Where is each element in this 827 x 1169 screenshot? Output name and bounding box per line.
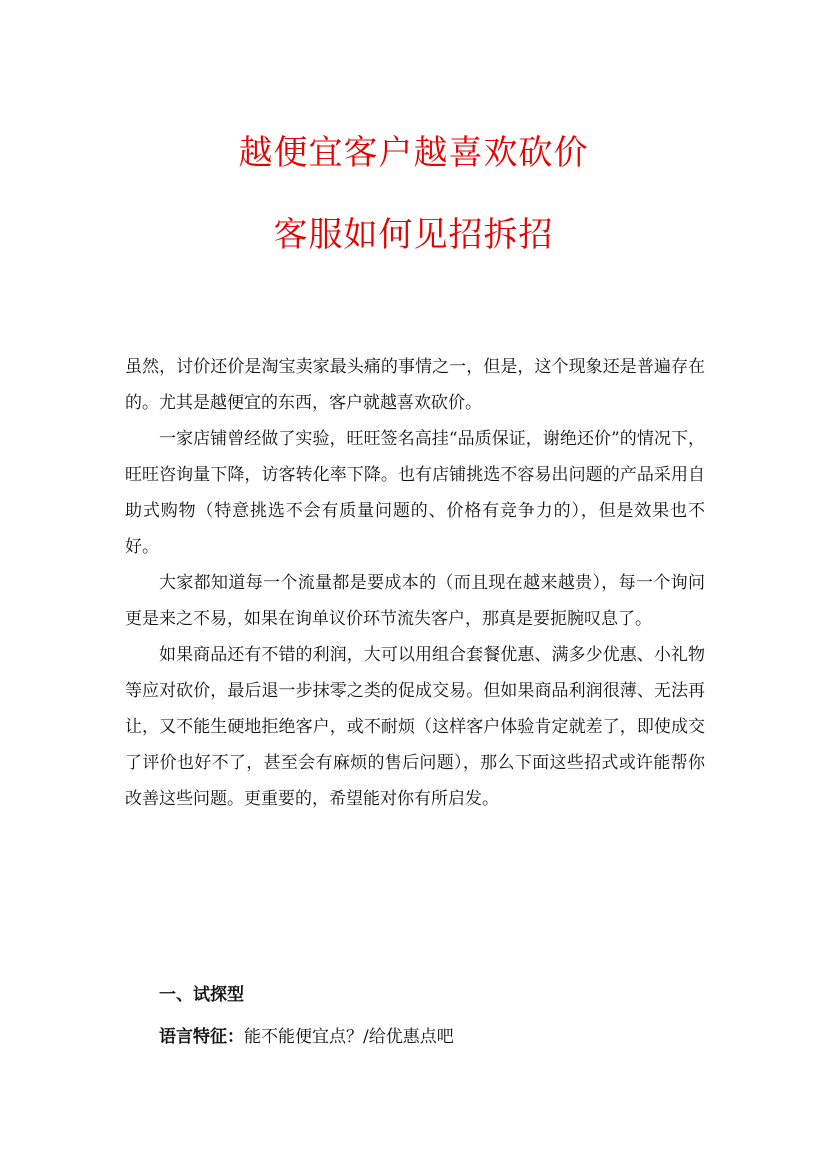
paragraph-4: 如果商品还有不错的利润，大可以用组合套餐优惠、满多少优惠、小礼物等应对砍价，最后退一步抹零之类的促成交易。但如果商品利润很薄、无法再让，又不能生硬地拒绝客户，或不耐烦（这样客户体验肯定就差了，即使成交了评价也好不了，甚至会有麻烦的售后问题），那么下面这些招式或许能帮你改善这些问题。更重要的，希望能对你有所启发。 bbox=[125, 645, 705, 809]
feature-label: 语言特征： bbox=[159, 1027, 244, 1047]
section-heading: 一、试探型 bbox=[159, 985, 244, 1005]
feature-text: 能不能便宜点？/给优惠点吧 bbox=[244, 1027, 454, 1047]
paragraph-3: 大家都知道每一个流量都是要成本的（而且现在越来越贵），每一个询问更是来之不易，如果在询单议价环节流失客户，那真是要扼腕叹息了。 bbox=[125, 573, 705, 629]
document-title-line-1: 越便宜客户越喜欢砍价 bbox=[238, 133, 589, 173]
section-feature-line bbox=[159, 1019, 739, 1055]
document-body bbox=[125, 349, 705, 817]
paragraph-1: 虽然，讨价还价是淘宝卖家最头痛的事情之一，但是，这个现象还是普遍存在的。尤其是越便宜的东西，客户就越喜欢砍价。 bbox=[125, 357, 705, 413]
document-title-line-2: 客服如何见招拆招 bbox=[273, 215, 554, 255]
paragraph-2: 一家店铺曾经做了实验，旺旺签名高挂“品质保证，谢绝还价”的情况下，旺旺咨询量下降，访客转化率下降。也有店铺挑选不容易出问题的产品采用自助式购物（特意挑选不会有质量问题的、价格有竞争力的），但是效果也不好。 bbox=[125, 429, 705, 557]
